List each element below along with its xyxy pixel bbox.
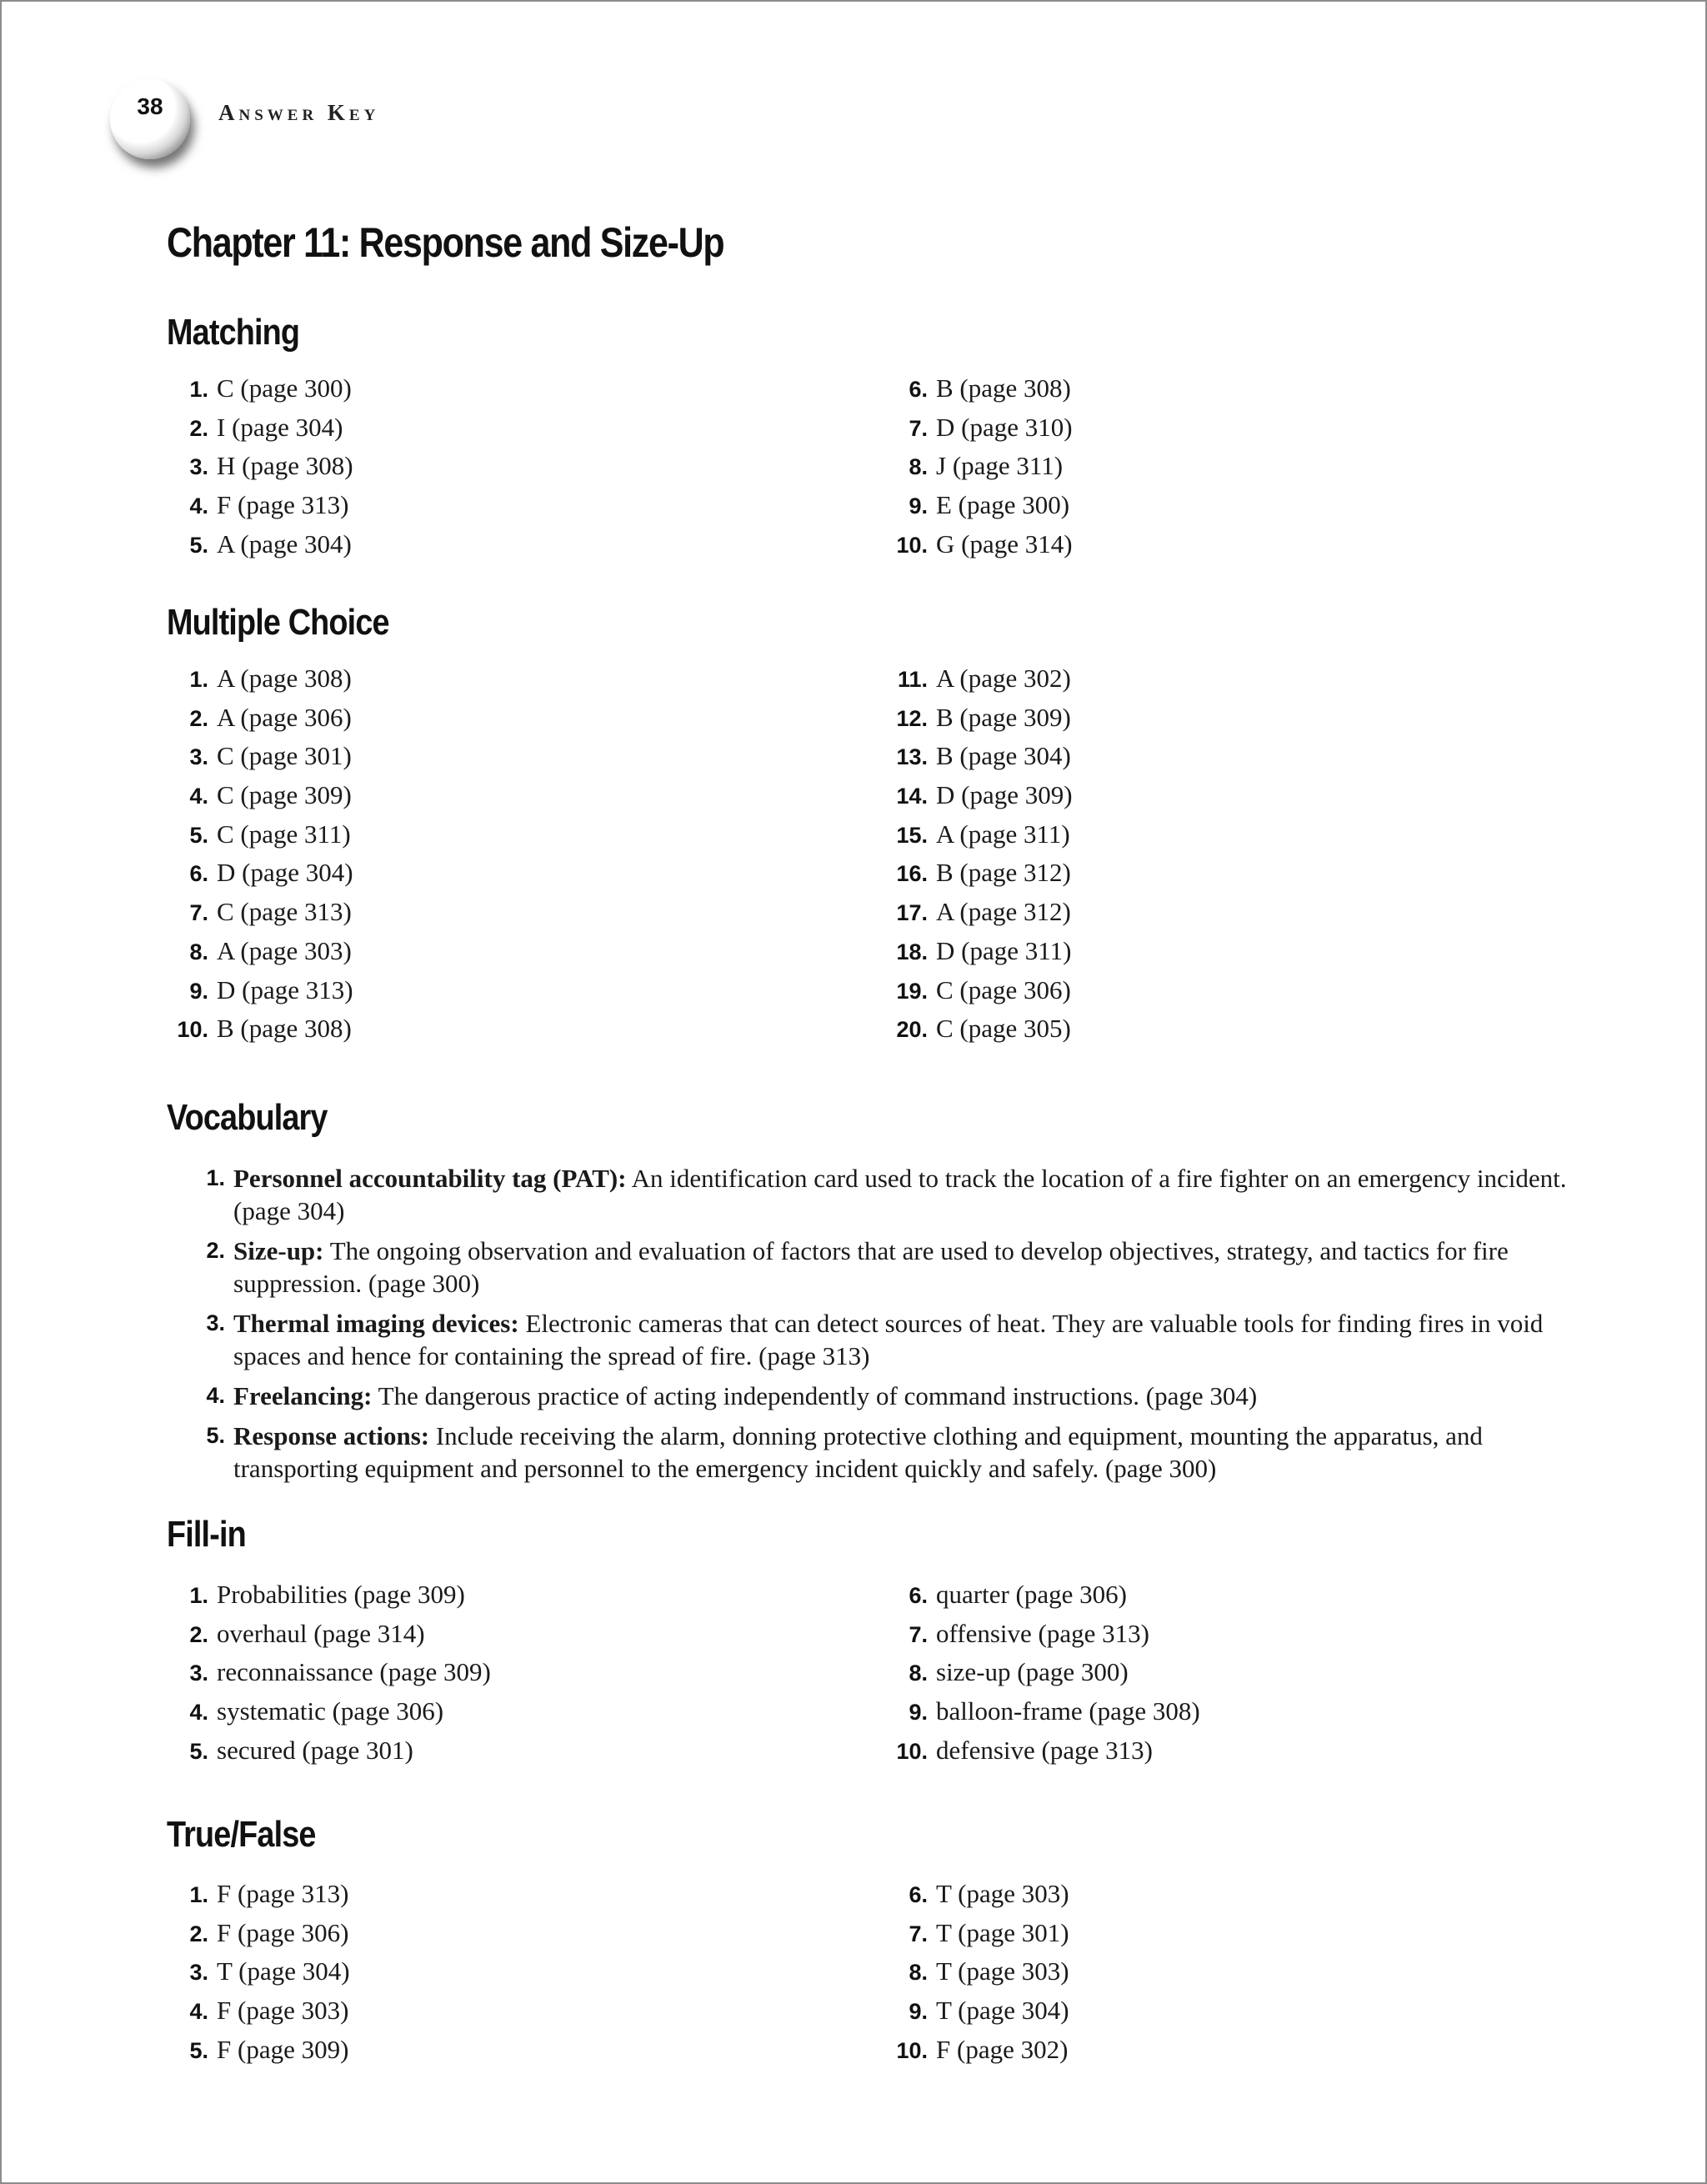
item-number: 7. [909,1621,928,1647]
section-title-true-false: True/False [167,1814,316,1855]
chapter-title: Chapter 11: Response and Size-Up [167,219,724,266]
item-number: 2. [189,705,208,731]
item-answer: F (page 302) [936,2034,1069,2064]
item-answer: quarter (page 306) [936,1580,1127,1609]
item-answer: secured (page 301) [217,1735,413,1765]
answer-row [869,936,1073,975]
answer-row [869,1014,1073,1053]
item-number: 8. [909,1661,928,1686]
item-answer: Probabilities (page 309) [217,1580,465,1609]
item-number: 9. [909,1999,928,2025]
vocabulary-term: Freelancing: [233,1381,373,1410]
answer-row [869,897,1073,936]
vocabulary-text [233,1162,1567,1227]
item-number: 3. [189,744,208,770]
vocabulary-term: Size-up: [233,1236,324,1265]
vocabulary-text [233,1307,1567,1372]
item-answer: F (page 309) [217,2034,349,2064]
vocabulary-definition: The dangerous practice of acting independently of command instructions. (page 304) [372,1381,1258,1410]
vocabulary-item [167,1162,1567,1227]
answer-row [869,1696,1200,1736]
vocabulary-term: Personnel accountability tag (PAT): [233,1164,627,1193]
item-answer: T (page 303) [936,1956,1069,1986]
answer-row [150,975,353,1014]
item-number: 6. [909,377,928,402]
item-number: 3. [206,1310,225,1335]
item-number: 9. [909,1700,928,1726]
section-title-multiple-choice: Multiple Choice [167,602,389,643]
answer-row [869,819,1073,859]
section-title-fill-in: Fill-in [167,1514,246,1555]
item-answer: B (page 309) [936,702,1071,732]
answer-row [150,1619,491,1658]
answer-row [869,1879,1069,1918]
answer-row [869,413,1073,452]
item-number: 4. [189,1700,208,1726]
item-number: 1. [189,377,208,402]
answer-row [869,1619,1200,1658]
item-number: 6. [909,1583,928,1608]
matching-right-column [869,373,1073,568]
item-number: 15. [896,822,928,848]
item-answer: C (page 306) [936,974,1071,1004]
answer-row [150,1879,350,1918]
item-number: 1. [189,667,208,692]
true-false-left-column [150,1879,350,2073]
item-number: 8. [189,939,208,964]
item-answer: C (page 309) [217,780,352,810]
answer-row [869,664,1073,703]
item-number: 5. [189,822,208,848]
item-answer: overhaul (page 314) [217,1618,425,1648]
item-number: 7. [909,1921,928,1946]
item-answer: D (page 310) [936,412,1073,442]
answer-row [150,664,353,703]
item-answer: A (page 311) [936,819,1070,849]
answer-row [869,490,1073,529]
answer-row [869,2035,1069,2074]
item-answer: G (page 314) [936,528,1073,559]
answer-row [869,1996,1069,2035]
item-answer: A (page 304) [217,528,352,559]
item-number: 19. [896,978,928,1004]
item-number: 5. [189,1738,208,1764]
vocabulary-definition: An identification card used to track the location of a fire fighter on an emergency incident. (page 304) [233,1164,1567,1225]
item-answer: reconnaissance (page 309) [217,1657,491,1687]
item-number: 2. [189,415,208,441]
true-false-right-column [869,1879,1069,2073]
item-number: 2. [189,1621,208,1647]
section-title-vocabulary: Vocabulary [167,1097,328,1138]
page-number: 38 [137,93,163,119]
item-answer: C (page 305) [936,1014,1071,1044]
item-number: 6. [909,1882,928,1907]
answer-row [150,1956,350,1996]
answer-row [869,858,1073,897]
item-number: 10. [177,1017,208,1043]
fill-in-right-column [869,1580,1200,1774]
item-number: 16. [896,861,928,887]
answer-row [150,490,353,529]
item-number: 4. [189,784,208,809]
answer-row [150,858,353,897]
vocabulary-definition: Include receiving the alarm, donning protective clothing and equipment, mounting the apparatus, and transporting equipment and personnel to the emergency incident quickly and safely. (page 300) [233,1421,1483,1483]
item-answer: D (page 313) [217,974,353,1004]
item-answer: A (page 302) [936,664,1071,693]
item-number: 17. [896,900,928,926]
multiple-choice-right-column [869,664,1073,1053]
answer-row [150,780,353,819]
item-number: 14. [896,784,928,809]
item-number: 18. [896,939,928,964]
item-answer: B (page 308) [217,1014,352,1044]
vocabulary-definition: The ongoing observation and evaluation of factors that are used to develop objectives, strategy, and tactics for fire suppression. (page 300) [233,1236,1509,1298]
running-head: Answer Key [218,100,380,125]
item-answer: D (page 311) [936,935,1072,965]
answer-row [869,1580,1200,1619]
item-answer: A (page 308) [217,664,352,693]
item-answer: A (page 306) [217,702,352,732]
item-number: 8. [909,454,928,480]
answer-row [150,373,353,413]
item-answer: balloon-frame (page 308) [936,1696,1200,1726]
section-title-matching: Matching [167,312,300,353]
item-number: 4. [206,1383,225,1408]
item-answer: T (page 301) [936,1917,1069,1947]
answer-row [869,1657,1200,1696]
item-number: 9. [189,978,208,1004]
item-number: 12. [896,705,928,731]
fill-in-left-column [150,1580,491,1774]
item-answer: J (page 311) [936,451,1064,481]
vocabulary-text [233,1235,1567,1300]
item-answer: defensive (page 313) [936,1735,1153,1765]
item-answer: D (page 309) [936,780,1073,810]
answer-row [150,703,353,742]
vocabulary-text [233,1380,1567,1412]
item-number: 2. [189,1921,208,1946]
item-number: 7. [189,900,208,926]
multiple-choice-left-column [150,664,353,1053]
item-answer: T (page 303) [936,1879,1069,1908]
item-number: 1. [189,1882,208,1907]
item-number: 1. [189,1583,208,1608]
answer-row [150,1918,350,1957]
answer-row [150,1014,353,1053]
vocabulary-term: Response actions: [233,1421,430,1450]
answer-row [150,741,353,780]
item-number: 7. [909,415,928,441]
item-answer: systematic (page 306) [217,1696,444,1726]
item-number: 10. [896,1738,928,1764]
answer-row [869,1736,1200,1775]
item-number: 11. [897,667,928,692]
vocabulary-item [167,1380,1567,1412]
item-answer: C (page 300) [217,373,352,403]
item-answer: D (page 304) [217,858,353,888]
vocabulary-item [167,1420,1567,1485]
item-number: 10. [896,2037,928,2063]
item-answer: offensive (page 313) [936,1618,1149,1648]
item-answer: size-up (page 300) [936,1657,1129,1687]
vocabulary-term: Thermal imaging devices: [233,1309,519,1338]
item-number: 1. [206,1165,225,1190]
item-number: 6. [189,861,208,887]
item-answer: F (page 303) [217,1996,349,2026]
item-number: 3. [189,1661,208,1686]
item-answer: B (page 304) [936,741,1071,771]
item-answer: I (page 304) [217,412,343,442]
answer-row [150,936,353,975]
vocabulary-list [167,1162,1567,1492]
vocabulary-text [233,1420,1567,1485]
item-number: 5. [189,2037,208,2063]
item-number: 5. [189,532,208,558]
matching-left-column [150,373,353,568]
answer-row [869,1918,1069,1957]
item-answer: C (page 313) [217,897,352,927]
item-answer: F (page 313) [217,1879,349,1908]
item-number: 20. [896,1017,928,1043]
answer-row [150,819,353,859]
answer-row [869,780,1073,819]
answer-row [150,529,353,569]
answer-row [150,2035,350,2074]
answer-row [150,1996,350,2035]
vocabulary-item [167,1307,1567,1372]
answer-row [869,529,1073,569]
item-answer: F (page 306) [217,1917,349,1947]
vocabulary-definition: Electronic cameras that can detect sources of heat. They are valuable tools for finding fires in void spaces and hence for containing the spread of fire. (page 313) [233,1309,1544,1370]
answer-row [869,451,1073,490]
item-answer: B (page 312) [936,858,1071,888]
item-number: 2. [206,1238,225,1263]
vocabulary-item [167,1235,1567,1300]
answer-row [869,975,1073,1014]
item-number: 13. [896,744,928,770]
answer-row [150,1736,491,1775]
item-number: 3. [189,1960,208,1986]
item-answer: A (page 312) [936,897,1071,927]
answer-row [150,451,353,490]
item-answer: E (page 300) [936,490,1070,520]
item-answer: B (page 308) [936,373,1071,403]
item-number: 3. [189,454,208,480]
item-answer: F (page 313) [217,490,349,520]
answer-row [869,741,1073,780]
answer-row [869,373,1073,413]
answer-row [150,413,353,452]
item-number: 4. [189,1999,208,2025]
answer-row [150,1696,491,1736]
answer-row [150,1657,491,1696]
item-answer: T (page 304) [936,1996,1069,2026]
item-number: 9. [909,493,928,519]
item-answer: A (page 303) [217,935,352,965]
answer-row [869,703,1073,742]
answer-row [150,1580,491,1619]
item-number: 10. [896,532,928,558]
item-answer: C (page 301) [217,741,352,771]
answer-row [869,1956,1069,1996]
item-number: 8. [909,1960,928,1986]
item-number: 4. [189,493,208,519]
item-answer: H (page 308) [217,451,353,481]
answer-row [150,897,353,936]
item-number: 5. [206,1423,225,1448]
item-answer: C (page 311) [217,819,351,849]
item-answer: T (page 304) [217,1956,350,1986]
